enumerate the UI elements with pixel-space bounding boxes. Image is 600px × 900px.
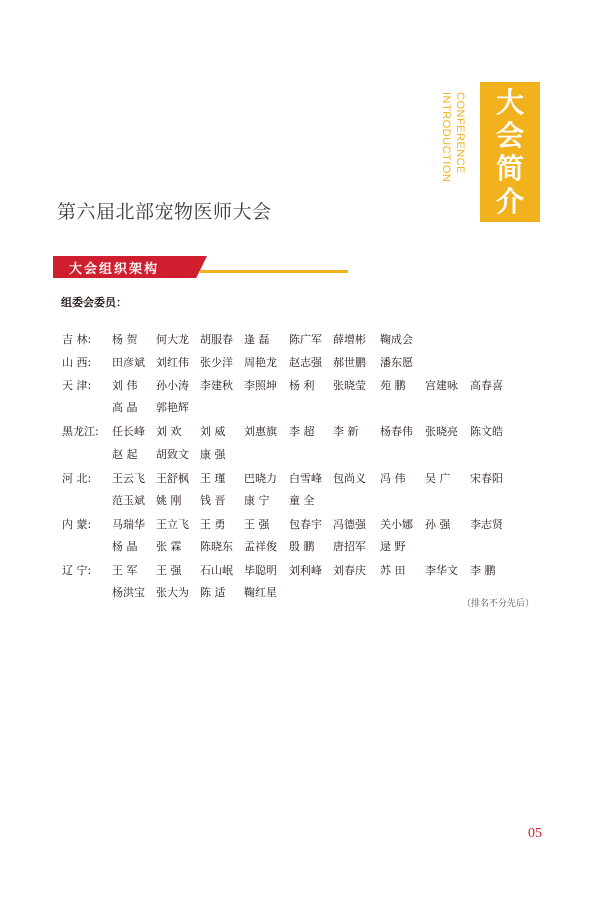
member-name: 杨 贺 — [112, 333, 138, 346]
member-name: 鞠红星 — [244, 586, 277, 599]
member-name: 包春宇 — [289, 518, 322, 531]
member-name: 包尚义 — [333, 472, 366, 485]
member-row — [0, 399, 600, 417]
member-name: 孟祥俊 — [244, 540, 277, 553]
member-name: 赵志强 — [289, 356, 322, 369]
member-row — [0, 470, 600, 488]
member-name: 刘惠旗 — [244, 425, 277, 438]
province-label: 黑龙江: — [62, 425, 99, 438]
member-name: 孙小涛 — [156, 379, 189, 392]
province-label: 辽 宁: — [62, 564, 92, 577]
member-name: 王 军 — [112, 564, 138, 577]
section-header-underline — [200, 270, 348, 273]
member-name: 高 晶 — [112, 401, 138, 414]
province-label: 内 蒙: — [62, 518, 92, 531]
member-name: 李志贤 — [470, 518, 503, 531]
member-name: 殷 鹏 — [289, 540, 315, 553]
members-heading: 组委会委员： — [61, 296, 127, 309]
member-name: 张晓莹 — [333, 379, 366, 392]
page-number: 05 — [528, 826, 542, 841]
member-name: 刘红伟 — [156, 356, 189, 369]
section-side-title: 大会简介 — [495, 86, 524, 218]
member-name: 宋春阳 — [470, 472, 503, 485]
member-row — [0, 562, 600, 580]
member-name: 张大为 — [156, 586, 189, 599]
member-name: 田彦斌 — [112, 356, 145, 369]
member-name: 钱 晋 — [200, 494, 226, 507]
member-name: 赵 起 — [112, 448, 138, 461]
member-name: 康 宁 — [244, 494, 270, 507]
member-name: 刘利峰 — [289, 564, 322, 577]
member-name: 陈文皓 — [470, 425, 503, 438]
member-name: 李 鹏 — [470, 564, 496, 577]
member-name: 刘 欢 — [156, 425, 182, 438]
member-name: 逢 磊 — [244, 333, 270, 346]
member-row — [0, 446, 600, 464]
member-name: 高春喜 — [470, 379, 503, 392]
ranking-note: （排名不分先后） — [462, 599, 535, 609]
member-row — [0, 516, 600, 534]
member-name: 任长峰 — [112, 425, 145, 438]
member-name: 王云飞 — [112, 472, 145, 485]
member-name: 陈 适 — [200, 586, 226, 599]
member-name: 白雪峰 — [289, 472, 322, 485]
member-name: 何大龙 — [156, 333, 189, 346]
member-name: 马瑞华 — [112, 518, 145, 531]
member-name: 潘东愿 — [380, 356, 413, 369]
member-name: 范玉斌 — [112, 494, 145, 507]
member-name: 李建秋 — [200, 379, 233, 392]
member-name: 童 全 — [289, 494, 315, 507]
member-row — [0, 423, 600, 441]
member-name: 唐招军 — [333, 540, 366, 553]
member-row — [0, 492, 600, 510]
member-name: 苑 鹏 — [380, 379, 406, 392]
member-name: 巴晓力 — [244, 472, 277, 485]
member-name: 李 新 — [333, 425, 359, 438]
member-name: 杨春伟 — [380, 425, 413, 438]
member-row — [0, 377, 600, 395]
member-name: 薛增彬 — [333, 333, 366, 346]
member-row — [0, 331, 600, 349]
member-name: 王 瑾 — [200, 472, 226, 485]
member-name: 郝世鹏 — [333, 356, 366, 369]
member-name: 周艳龙 — [244, 356, 277, 369]
member-name: 郭艳辉 — [156, 401, 189, 414]
member-name: 王 勇 — [200, 518, 226, 531]
member-name: 苏 田 — [380, 564, 406, 577]
province-label: 河 北: — [62, 472, 92, 485]
member-name: 张少洋 — [200, 356, 233, 369]
side-english-line2: INTRODUCTION — [440, 92, 452, 183]
member-name: 陈晓东 — [200, 540, 233, 553]
member-name: 逯 野 — [380, 540, 406, 553]
member-name: 胡服春 — [200, 333, 233, 346]
province-label: 山 西: — [62, 356, 92, 369]
member-name: 王 强 — [156, 564, 182, 577]
member-name: 王立飞 — [156, 518, 189, 531]
member-name: 姚 刚 — [156, 494, 182, 507]
conference-title: 第六届北部宠物医师大会 — [57, 201, 272, 223]
member-name: 关小娜 — [380, 518, 413, 531]
member-name: 吴 广 — [425, 472, 451, 485]
member-name: 刘 伟 — [112, 379, 138, 392]
member-name: 李照坤 — [244, 379, 277, 392]
member-name: 胡致文 — [156, 448, 189, 461]
member-name: 李 超 — [289, 425, 315, 438]
member-name: 鞠成会 — [380, 333, 413, 346]
member-name: 张 霖 — [156, 540, 182, 553]
member-name: 张晓亮 — [425, 425, 458, 438]
member-name: 王 强 — [244, 518, 270, 531]
member-name: 陈广军 — [289, 333, 322, 346]
member-row — [0, 354, 600, 372]
side-english-line1: CONFERENCE — [454, 92, 466, 175]
member-name: 李华文 — [425, 564, 458, 577]
member-name: 冯德强 — [333, 518, 366, 531]
member-name: 杨 利 — [289, 379, 315, 392]
member-name: 杨洪宝 — [112, 586, 145, 599]
member-name: 王舒枫 — [156, 472, 189, 485]
member-name: 康 强 — [200, 448, 226, 461]
member-name: 毕聪明 — [244, 564, 277, 577]
member-name: 杨 晶 — [112, 540, 138, 553]
member-name: 刘 威 — [200, 425, 226, 438]
member-name: 孙 强 — [425, 518, 451, 531]
member-row — [0, 538, 600, 556]
member-name: 宫建咏 — [425, 379, 458, 392]
section-side-tab — [480, 82, 540, 222]
province-label: 吉 林: — [62, 333, 92, 346]
member-name: 石山岷 — [200, 564, 233, 577]
section-header-label: 大会组织架构 — [69, 262, 160, 277]
province-label: 天 津: — [62, 379, 92, 392]
member-name: 冯 伟 — [380, 472, 406, 485]
member-name: 刘春庆 — [333, 564, 366, 577]
